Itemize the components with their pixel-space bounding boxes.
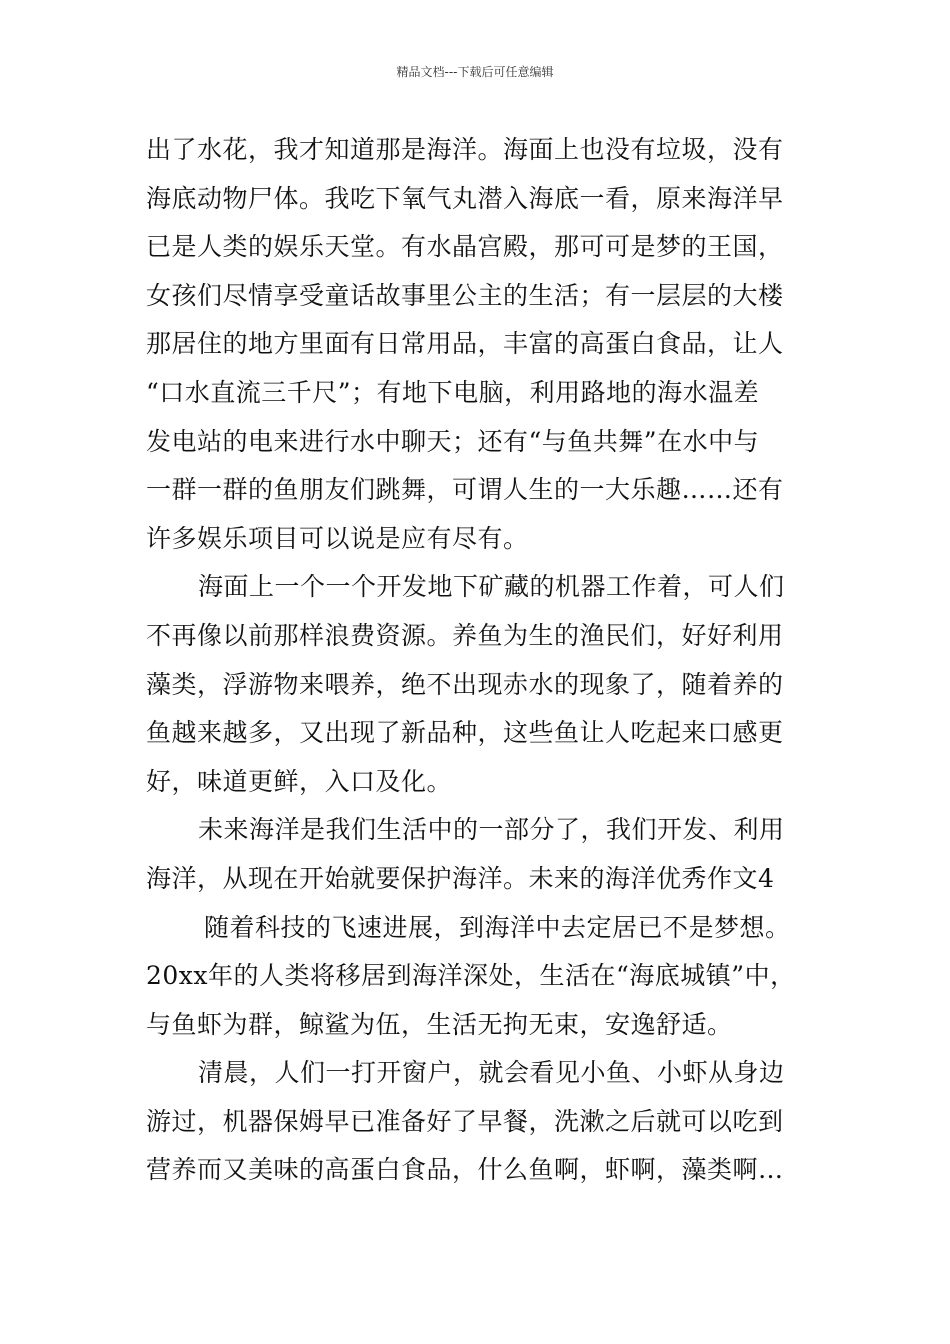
text-line: 那居住的地方里面有日常用品，丰富的高蛋白食品，让人 (146, 329, 784, 359)
paragraph-start-line: 清晨，人们一打开窗户，就会看见小鱼、小虾从身边 (198, 1058, 785, 1088)
text-line: 女孩们尽情享受童话故事里公主的生活；有一层层的大楼 (146, 280, 784, 310)
paragraph-start-line: 随着科技的飞速进展，到海洋中去定居已不是梦想。 (204, 912, 791, 942)
text-line: 不再像以前那样浪费资源。养鱼为生的渔民们，好好利用 (146, 620, 784, 650)
text-line: 海洋，从现在开始就要保护海洋。未来的海洋优秀作文4 (146, 863, 775, 893)
text-line: 游过，机器保姆早已准备好了早餐，洗漱之后就可以吃到 (146, 1106, 784, 1136)
text-line: 与鱼虾为群，鲸鲨为伍，生活无拘无束，安逸舒适。 (146, 1009, 733, 1039)
text-line: 海底动物尸体。我吃下氧气丸潜入海底一看，原来海洋早 (146, 183, 784, 213)
paragraph-start-line: 海面上一个一个开发地下矿藏的机器工作着，可人们 (198, 572, 785, 602)
paragraph-start-line: 未来海洋是我们生活中的一部分了，我们开发、利用 (198, 815, 785, 845)
text-line: 好，味道更鲜，入口及化。 (146, 766, 453, 796)
text-line: 藻类，浮游物来喂养，绝不出现赤水的现象了，随着养的 (146, 669, 784, 699)
text-line: 一群一群的鱼朋友们跳舞，可谓人生的一大乐趣……还有 (146, 475, 784, 505)
page-header: 精品文档---下载后可任意编辑 (396, 65, 554, 79)
text-line: 20xx年的人类将移居到海洋深处，生活在“海底城镇”中， (146, 961, 796, 991)
text-line: “口水直流三千尺”；有地下电脑，利用路地的海水温差 (146, 377, 760, 407)
document-body (146, 126, 826, 1195)
text-line: 已是人类的娱乐天堂。有水晶宫殿，那可可是梦的王国， (146, 232, 784, 262)
text-line: 鱼越来越多，又出现了新品种，这些鱼让人吃起来口感更 (146, 718, 784, 748)
text-line: 出了水花，我才知道那是海洋。海面上也没有垃圾，没有 (146, 135, 784, 164)
text-line: 营养而又美味的高蛋白食品，什么鱼啊，虾啊，藻类啊… (146, 1155, 784, 1185)
text-line: 发电站的电来进行水中聊天；还有“与鱼共舞”在水中与 (146, 426, 760, 456)
text-line: 许多娱乐项目可以说是应有尽有。 (146, 523, 529, 553)
